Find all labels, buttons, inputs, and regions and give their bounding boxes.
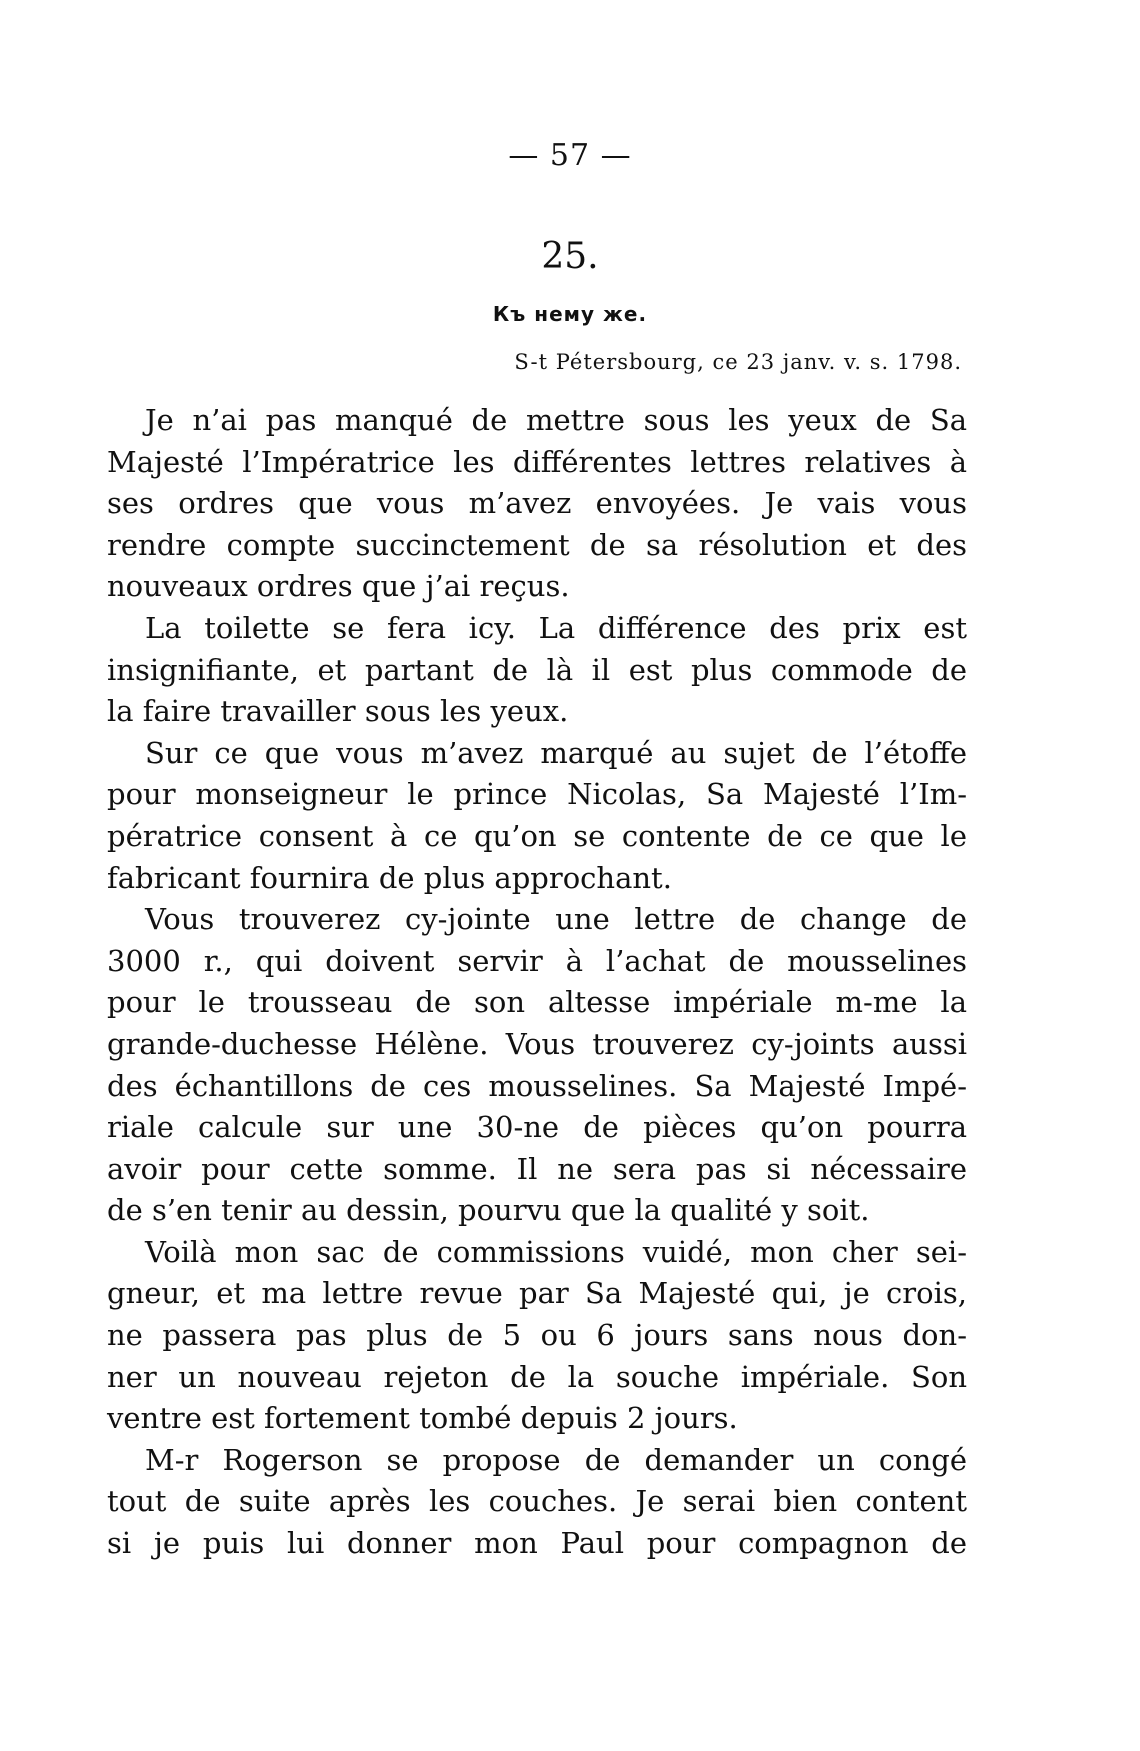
page-number: — 57 — [508,138,632,173]
text-line: Vous trouverez cy-jointe une lettre de change de [145,902,967,937]
text-line: tout de suite après les couches. Je serai bien content [107,1484,967,1519]
letter-body [107,400,967,1565]
text-line: de s’en tenir au dessin, pourvu que la qualité y soit. [107,1193,870,1228]
text-line: pératrice consent à ce qu’on se contente de ce que le [107,818,967,853]
text-line: M-r Rogerson se propose de demander un congé [145,1442,967,1477]
text-line: gneur, et ma lettre revue par Sa Majesté qui, je crois, [107,1276,967,1311]
text-line: Majesté l’Impératrice les différentes lettres relatives à [107,444,967,479]
text-line: pour monseigneur le prince Nicolas, Sa Majesté l’Im- [107,777,967,812]
text-line: Voilà mon sac de commissions vuidé, mon cher sei- [145,1234,967,1269]
text-line: ne passera pas plus de 5 ou 6 jours sans nous don- [107,1318,967,1353]
text-line: ventre est fortement tombé depuis 2 jours. [107,1401,738,1436]
text-line: ner un nouveau rejeton de la souche impériale. Son [107,1359,967,1394]
text-line: La toilette se fera icy. La différence des prix est [145,610,967,645]
recipient-heading: Къ нему же. [492,302,648,326]
text-line: nouveaux ordres que j’ai reçus. [107,569,570,604]
text-line: si je puis lui donner mon Paul pour compagnon de [107,1526,967,1561]
text-line: la faire travailler sous les yeux. [107,694,569,729]
text-line: riale calcule sur une 30-ne de pièces qu’on pourra [107,1110,967,1145]
text-line: pour le trousseau de son altesse impériale m-me la [107,985,967,1020]
letter-number: 25. [541,236,599,277]
text-line: fabricant fournira de plus approchant. [107,860,672,895]
text-line: insignifiante, et partant de là il est plus commode de [107,652,967,687]
text-line: Sur ce que vous m’avez marqué au sujet de l’étoffe [145,735,967,770]
text-line: ses ordres que vous m’avez envoyées. Je vais vous [107,486,967,521]
text-line: grande-duchesse Hélène. Vous trouverez cy-joints aussi [107,1026,967,1061]
dateline: S-t Pétersbourg, ce 23 janv. v. s. 1798. [514,350,962,374]
text-line: 3000 r., qui doivent servir à l’achat de mousselines [107,943,967,978]
text-line: des échantillons de ces mousselines. Sa Majesté Impé- [107,1068,967,1103]
text-line: rendre compte succinctement de sa résolution et des [107,527,967,562]
text-line: avoir pour cette somme. Il ne sera pas si nécessaire [107,1151,967,1186]
text-line: Je n’ai pas manqué de mettre sous les yeux de Sa [145,403,967,437]
